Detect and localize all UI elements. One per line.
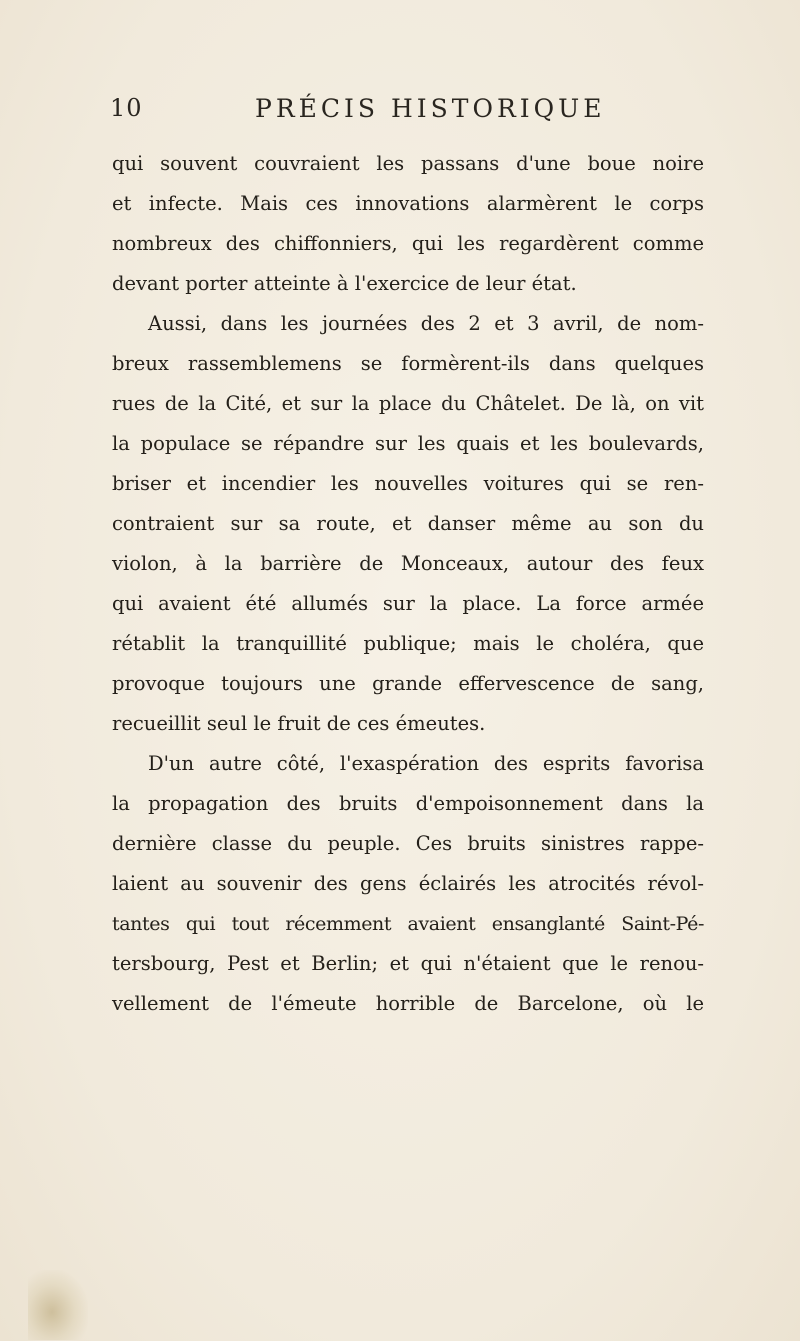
paragraph-start-line: Aussi, dans les journées des 2 et 3 avril, de nom- [148, 312, 704, 335]
text-line: laient au souvenir des gens éclairés les atrocités révol- [112, 872, 704, 895]
text-line: tantes qui tout récemment avaient ensanglanté Saint-Pé- [112, 913, 704, 935]
running-title: PRÉCIS HISTORIQUE [255, 94, 606, 123]
text-line: et infecte. Mais ces innovations alarmèrent le corps [112, 192, 704, 215]
text-line: devant porter atteinte à l'exercice de leur état. [112, 272, 577, 295]
body-text [112, 144, 704, 1024]
text-line: contraient sur sa route, et danser même au son du [112, 512, 704, 535]
page-header [110, 94, 690, 134]
text-line: briser et incendier les nouvelles voitures qui se ren- [112, 472, 704, 495]
text-line: dernière classe du peuple. Ces bruits sinistres rappe- [112, 832, 704, 855]
text-line: vellement de l'émeute horrible de Barcelone, où le [112, 992, 704, 1015]
text-line: breux rassemblemens se formèrent-ils dans quelques [112, 352, 704, 375]
text-line: provoque toujours une grande effervescence de sang, [112, 672, 704, 695]
paragraph-start-line: D'un autre côté, l'exaspération des esprits favorisa [148, 752, 704, 775]
text-line: recueillit seul le fruit de ces émeutes. [112, 712, 486, 735]
text-line: rétablit la tranquillité publique; mais le choléra, que [112, 632, 704, 655]
text-line: qui avaient été allumés sur la place. La force armée [112, 592, 704, 615]
text-line: violon, à la barrière de Monceaux, autour des feux [112, 552, 704, 575]
paper-stain [28, 1270, 88, 1340]
text-line: nombreux des chiffonniers, qui les regardèrent comme [112, 232, 704, 255]
text-line: la propagation des bruits d'empoisonnement dans la [112, 792, 704, 815]
text-line: rues de la Cité, et sur la place du Châtelet. De là, on vit [112, 392, 704, 415]
page-number: 10 [110, 94, 143, 122]
text-line: tersbourg, Pest et Berlin; et qui n'étaient que le renou- [112, 952, 704, 975]
text-line: la populace se répandre sur les quais et les boulevards, [112, 432, 704, 455]
text-line: qui souvent couvraient les passans d'une boue noire [112, 152, 704, 175]
